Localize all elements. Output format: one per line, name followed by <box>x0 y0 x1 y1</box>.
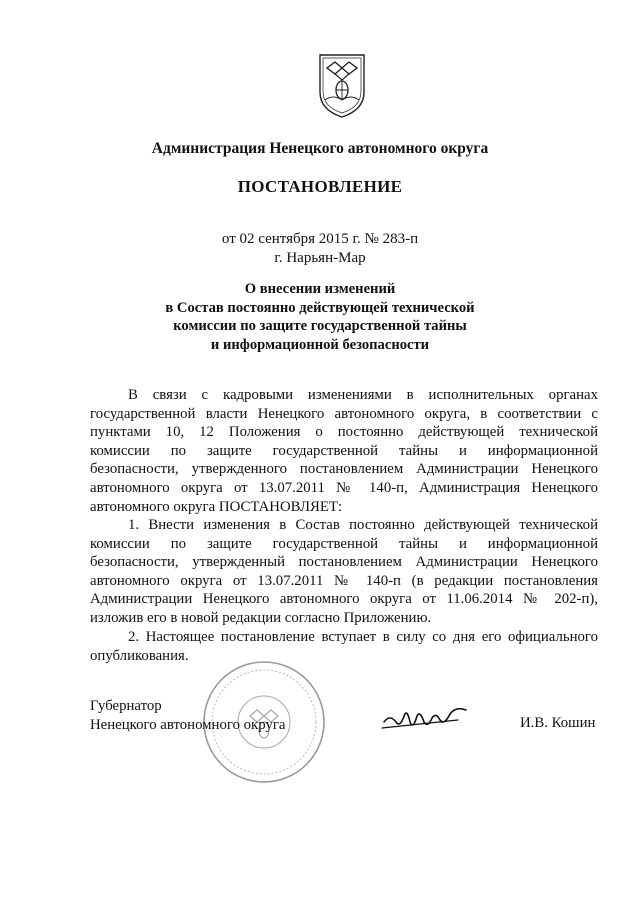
text-line: 2. Настоящее постановление вступает в силу со дня его официального <box>128 629 598 645</box>
text-line: 1. Внести изменения в Состав постоянно действующей технической <box>128 517 598 533</box>
coat-of-arms-emblem <box>317 52 367 120</box>
title-line: комиссии по защите государственной тайны <box>173 318 467 334</box>
paragraph-preamble <box>90 386 598 516</box>
text-line: безопасности, утвержденный постановлением Администрации Ненецкого <box>90 554 598 571</box>
paragraph-item-2 <box>90 628 598 665</box>
text-line: В связи с кадровыми изменениями в исполнительных органах <box>128 387 598 403</box>
text-line: автономного округа от 13.07.2011 № 140-п (в редакции постановления <box>90 572 598 589</box>
position-line: Губернатор <box>90 698 162 714</box>
text-line: автономного округа ПОСТАНОВЛЯЕТ: <box>90 498 343 515</box>
text-line: опубликования. <box>90 647 189 664</box>
document-city: г. Нарьян-Мар <box>274 250 366 266</box>
document-date-number: от 02 сентября 2015 г. № 283-п <box>221 231 419 247</box>
handwritten-signature <box>380 700 480 738</box>
position-line: Ненецкого автономного округа <box>90 716 286 733</box>
paragraph-item-1 <box>90 516 598 628</box>
signatory-position <box>90 697 286 734</box>
text-line: комиссии по защите государственной тайны и информационной <box>90 442 598 459</box>
text-line: безопасности, утвержденного постановлением Администрации Ненецкого <box>90 461 598 478</box>
text-line: государственной власти Ненецкого автономного округа, в соответствии с <box>90 405 598 422</box>
text-line: автономного округа от 13.07.2011 № 140-п, Администрация Ненецкого <box>90 479 598 496</box>
organization-name: Администрация Ненецкого автономного округа <box>151 140 489 157</box>
text-line: пунктами 10, 12 Положения о постоянно действующей технической <box>90 424 598 441</box>
text-line: изложив его в новой редакции согласно Приложению. <box>90 609 432 626</box>
document-title <box>0 280 640 354</box>
document-type: ПОСТАНОВЛЕНИЕ <box>237 177 403 196</box>
title-line: в Состав постоянно действующей технической <box>165 299 475 316</box>
text-line: Администрации Ненецкого автономного округа от 11.06.2014 № 202-п), <box>90 591 598 608</box>
signatory-name: И.В. Кошин <box>520 715 596 731</box>
title-line: и информационной безопасности <box>210 336 430 353</box>
text-line: комиссии по защите государственной тайны и информационной <box>90 535 598 552</box>
title-line: О внесении изменений <box>244 281 396 297</box>
